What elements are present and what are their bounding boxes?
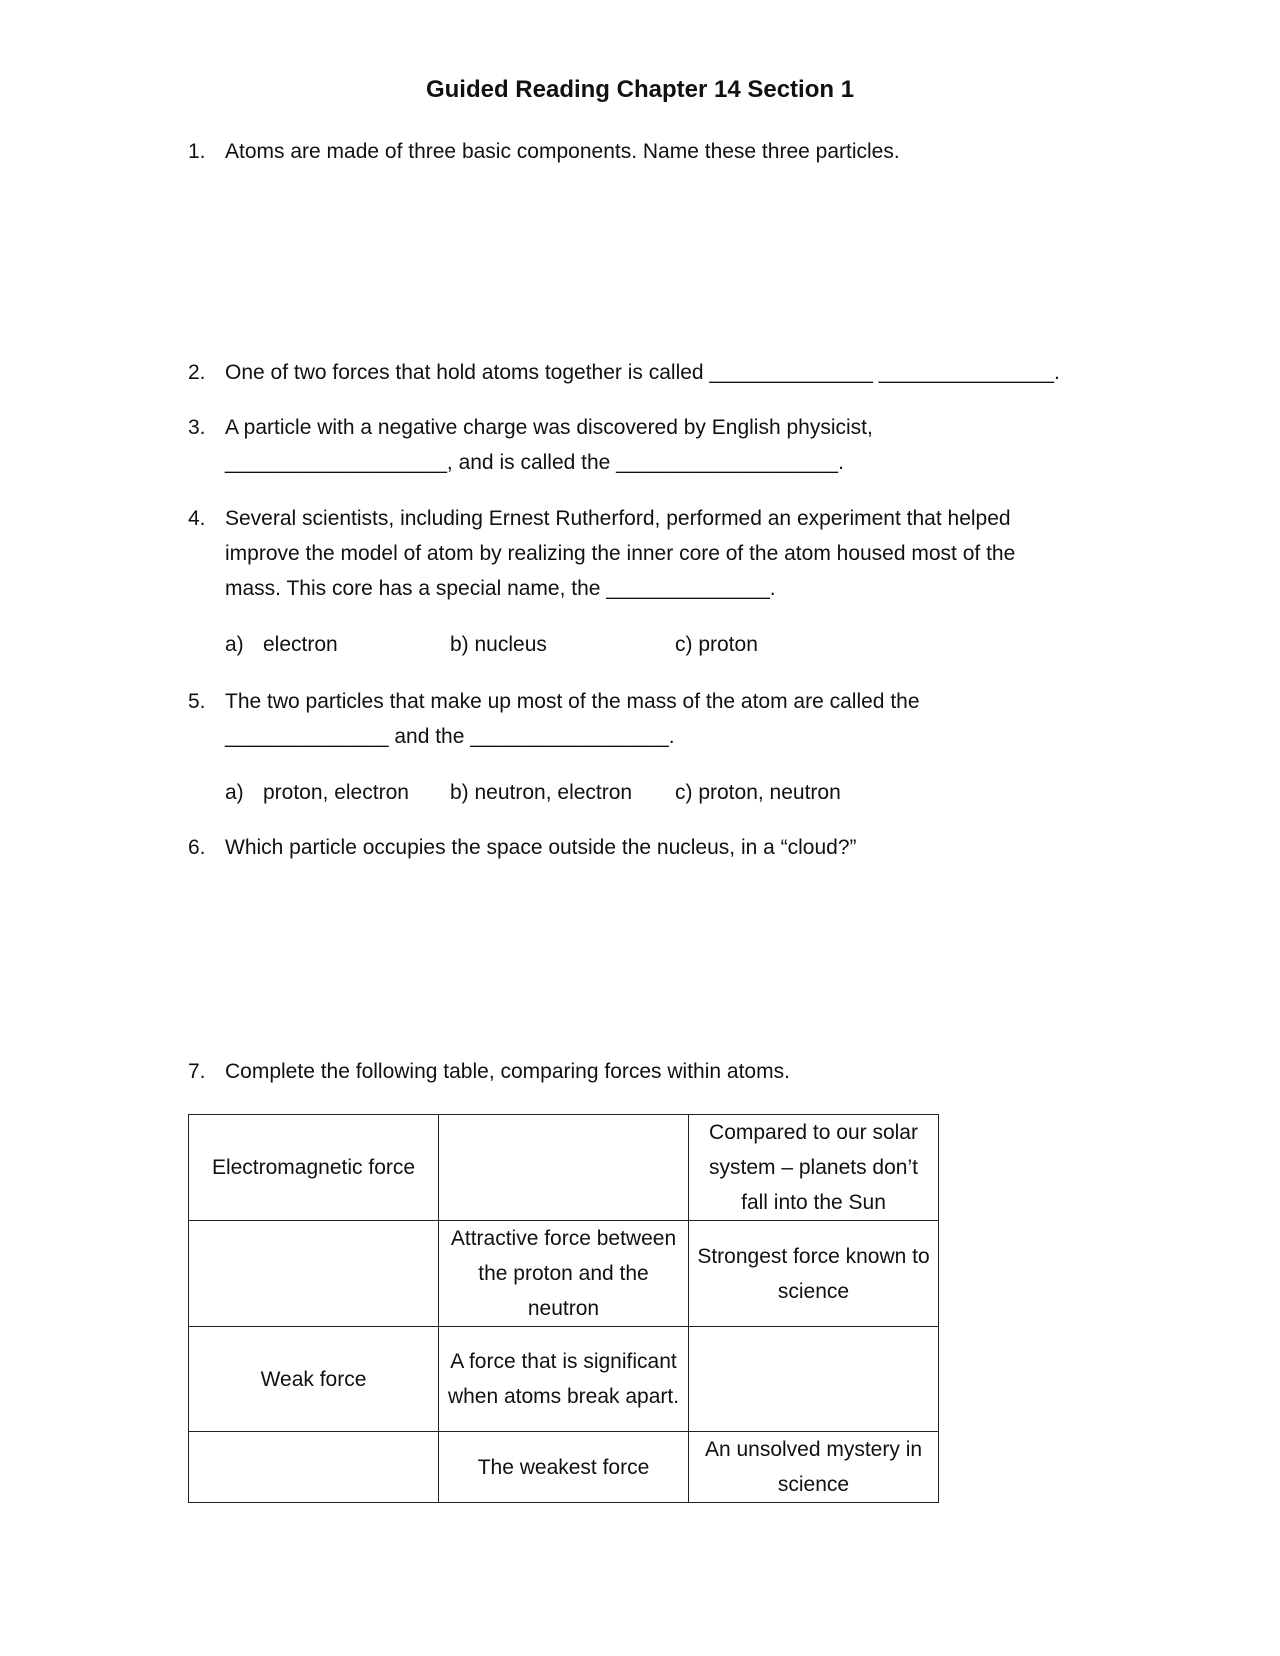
- question-4-line-2: improve the model of atom by realizing the inner core of the atom housed most of the: [225, 542, 1016, 565]
- table-cell: Attractive force between the proton and the neutron: [439, 1221, 689, 1327]
- question-number: 7.: [188, 1060, 206, 1083]
- table-row: [189, 1327, 939, 1432]
- question-number: 2.: [188, 361, 206, 384]
- q4-option-b: b) nucleus: [450, 633, 547, 656]
- question-number: 3.: [188, 416, 206, 439]
- question-4-line-3: mass. This core has a special name, the ______________.: [225, 577, 776, 600]
- question-text-line-1: A particle with a negative charge was discovered by English physicist,: [225, 416, 873, 439]
- table-cell: The weakest force: [439, 1432, 689, 1503]
- q4-option-a: electron: [263, 633, 338, 656]
- page-title: Guided Reading Chapter 14 Section 1: [425, 76, 855, 103]
- q5-option-b: b) neutron, electron: [450, 781, 633, 804]
- table-cell: Strongest force known to science: [689, 1221, 939, 1327]
- table-cell: An unsolved mystery in science: [689, 1432, 939, 1503]
- table-cell: Weak force: [189, 1327, 439, 1432]
- table-row: [189, 1221, 939, 1327]
- question-text-line-1: Several scientists, including Ernest Rutherford, performed an experiment that helped: [225, 507, 1011, 530]
- question-number: 1.: [188, 140, 206, 163]
- table-cell: Electromagnetic force: [189, 1115, 439, 1221]
- question-text: Complete the following table, comparing forces within atoms.: [225, 1060, 790, 1083]
- question-3-blank-line: ___________________, and is called the ___________________.: [225, 451, 844, 474]
- table-cell-blank[interactable]: [439, 1115, 689, 1221]
- question-text: One of two forces that hold atoms together is called ______________ _______________.: [225, 361, 1060, 384]
- q5-option-a: proton, electron: [263, 781, 409, 804]
- table-cell-blank[interactable]: [189, 1221, 439, 1327]
- table-cell: A force that is significant when atoms break apart.: [439, 1327, 689, 1432]
- question-5-blank-line: ______________ and the _________________.: [225, 725, 675, 748]
- question-number: 4.: [188, 507, 206, 530]
- question-number: 6.: [188, 836, 206, 859]
- q4-option-a-label: a): [225, 633, 244, 656]
- table-row: [189, 1432, 939, 1503]
- q5-option-c: c) proton, neutron: [675, 781, 841, 804]
- q4-option-c: c) proton: [675, 633, 758, 656]
- question-text: Atoms are made of three basic components. Name these three particles.: [225, 140, 900, 163]
- table-cell-blank[interactable]: [689, 1327, 939, 1432]
- table-cell: Compared to our solar system – planets don’t fall into the Sun: [689, 1115, 939, 1221]
- q5-option-a-label: a): [225, 781, 244, 804]
- table-row: [189, 1115, 939, 1221]
- table-cell-blank[interactable]: [189, 1432, 439, 1503]
- question-number: 5.: [188, 690, 206, 713]
- forces-table: [188, 1114, 939, 1503]
- question-text-line-1: The two particles that make up most of the mass of the atom are called the: [225, 690, 920, 713]
- question-text: Which particle occupies the space outside the nucleus, in a “cloud?”: [225, 836, 857, 859]
